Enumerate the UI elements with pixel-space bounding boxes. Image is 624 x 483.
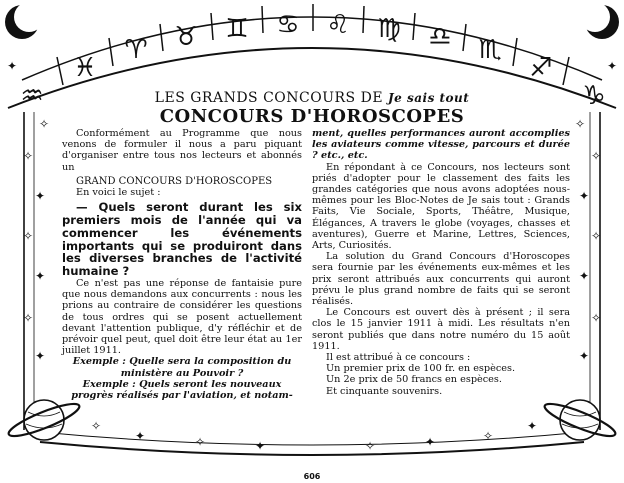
intro-paragraph: Conformément au Programme que nous venons de formuler il nous a paru piquant d'organiser entre tous nos lecteurs et abonnés un bbox=[62, 128, 302, 173]
svg-text:✦: ✦ bbox=[34, 189, 46, 203]
svg-text:✦: ✦ bbox=[606, 59, 618, 73]
svg-text:✦: ✦ bbox=[526, 419, 538, 433]
svg-text:✧: ✧ bbox=[38, 117, 50, 131]
prizes-intro: Il est attribué à ce concours : bbox=[326, 352, 471, 364]
crescent-moon-icon bbox=[580, 2, 619, 39]
subject-line: En voici le sujet : bbox=[76, 187, 161, 199]
svg-text:✧: ✧ bbox=[364, 439, 376, 453]
contest-question: — Quels seront durant les six premiers mois de l'année qui va commencer les événements importants qui se produiront dans les diverses branches de l'activité humaine ? bbox=[62, 200, 302, 279]
svg-text:✧: ✧ bbox=[90, 419, 102, 433]
pisces-sign-icon: ♓ bbox=[73, 53, 97, 83]
aries-sign-icon: ♈ bbox=[124, 35, 148, 65]
svg-text:✦: ✦ bbox=[6, 59, 18, 73]
prize-third: Et cinquante souvenirs. bbox=[326, 385, 443, 397]
svg-text:✦: ✦ bbox=[578, 269, 590, 283]
virgo-sign-icon: ♍ bbox=[377, 14, 401, 44]
svg-text:✧: ✧ bbox=[590, 311, 602, 325]
libra-sign-icon: ♎ bbox=[428, 22, 452, 52]
solution-paragraph: La solution du Grand Concours d'Horoscopes sera fournie par les événements eux-mêmes et les prix seront attribués aux concurrents qui auront prévu le plus grand nombre de faits qui se seront réalisés. bbox=[312, 251, 570, 308]
rules-paragraph: En répondant à ce Concours, nos lecteurs sont priés d'adopter pour le classement des faits les grandes catégories que nous avons adoptées nous-mêmes pour les Bloc-Notes de Je sais tout : Grands Faits, Vie Sociale, Sports, Théâtre, Musique, Élégances, A travers le globe (voyages, chasses et aventures), Guerre et Marine, Lettres, Sciences, Arts, Curiosités. bbox=[312, 161, 570, 252]
explanation-paragraph: Ce n'est pas une réponse de fantaisie pure que nous demandons aux concurrents : nous les prions au contraire de considérer les questions de tous ordres qui se posent actuellement devant l'attention publique, d'y réfléchir et de prévoir quel peut, quel doit être leur état au 1er juillet 1911. bbox=[62, 278, 302, 357]
cancer-sign-icon: ♋ bbox=[276, 10, 300, 40]
sagittarius-sign-icon: ♐ bbox=[529, 53, 553, 83]
prize-first: Un premier prix de 100 fr. en espèces. bbox=[326, 363, 516, 375]
svg-text:✧: ✧ bbox=[22, 229, 34, 243]
example-two-end: ment, quelles performances auront accomplies les aviateurs comme vitesse, parcours et durée ? etc., etc. bbox=[312, 128, 570, 162]
taurus-sign-icon: ♉ bbox=[174, 22, 198, 52]
left-column bbox=[62, 128, 302, 401]
svg-text:✦: ✦ bbox=[578, 189, 590, 203]
page-title: CONCOURS D'HOROSCOPES bbox=[159, 106, 465, 127]
svg-text:✦: ✦ bbox=[134, 429, 146, 443]
svg-text:✧: ✧ bbox=[22, 149, 34, 163]
example-one: Exemple : Quelle sera la composition du ministère au Pouvoir ? bbox=[72, 356, 292, 379]
gemini-sign-icon: ♊ bbox=[225, 14, 249, 44]
prize-second: Un 2e prix de 50 francs en espèces. bbox=[326, 374, 502, 386]
right-column bbox=[312, 128, 570, 397]
svg-text:✧: ✧ bbox=[194, 435, 206, 449]
svg-text:✦: ✦ bbox=[34, 269, 46, 283]
svg-text:✦: ✦ bbox=[578, 349, 590, 363]
crescent-moon-icon bbox=[5, 2, 44, 39]
svg-text:✦: ✦ bbox=[254, 439, 266, 453]
series-prefix: LES GRANDS CONCOURS DE bbox=[154, 90, 384, 106]
capricorn-sign-icon: ♑ bbox=[582, 81, 606, 111]
dates-paragraph: Le Concours est ouvert dès à présent ; il sera clos le 15 janvier 1911 à midi. Les résultats n'en seront publiés que dans notre numéro du 15 août 1911. bbox=[312, 307, 570, 352]
svg-text:✦: ✦ bbox=[34, 349, 46, 363]
page-number: 606 bbox=[303, 472, 321, 481]
svg-text:✧: ✧ bbox=[482, 429, 494, 443]
svg-text:✧: ✧ bbox=[590, 149, 602, 163]
svg-text:✧: ✧ bbox=[574, 117, 586, 131]
scorpio-sign-icon: ♏ bbox=[478, 35, 502, 65]
series-heading bbox=[0, 90, 624, 106]
svg-text:✧: ✧ bbox=[22, 311, 34, 325]
example-two-start: Exemple : Quels seront les nouveaux progrès réalisés par l'aviation, et notam- bbox=[71, 378, 293, 402]
svg-text:✦: ✦ bbox=[424, 435, 436, 449]
svg-text:✧: ✧ bbox=[590, 229, 602, 243]
magazine-name: Je sais tout bbox=[388, 91, 470, 105]
leo-sign-icon: ♌ bbox=[326, 10, 350, 40]
aquarius-sign-icon: ♒ bbox=[20, 81, 44, 111]
contest-name: GRAND CONCOURS D'HOROSCOPES bbox=[76, 175, 273, 187]
